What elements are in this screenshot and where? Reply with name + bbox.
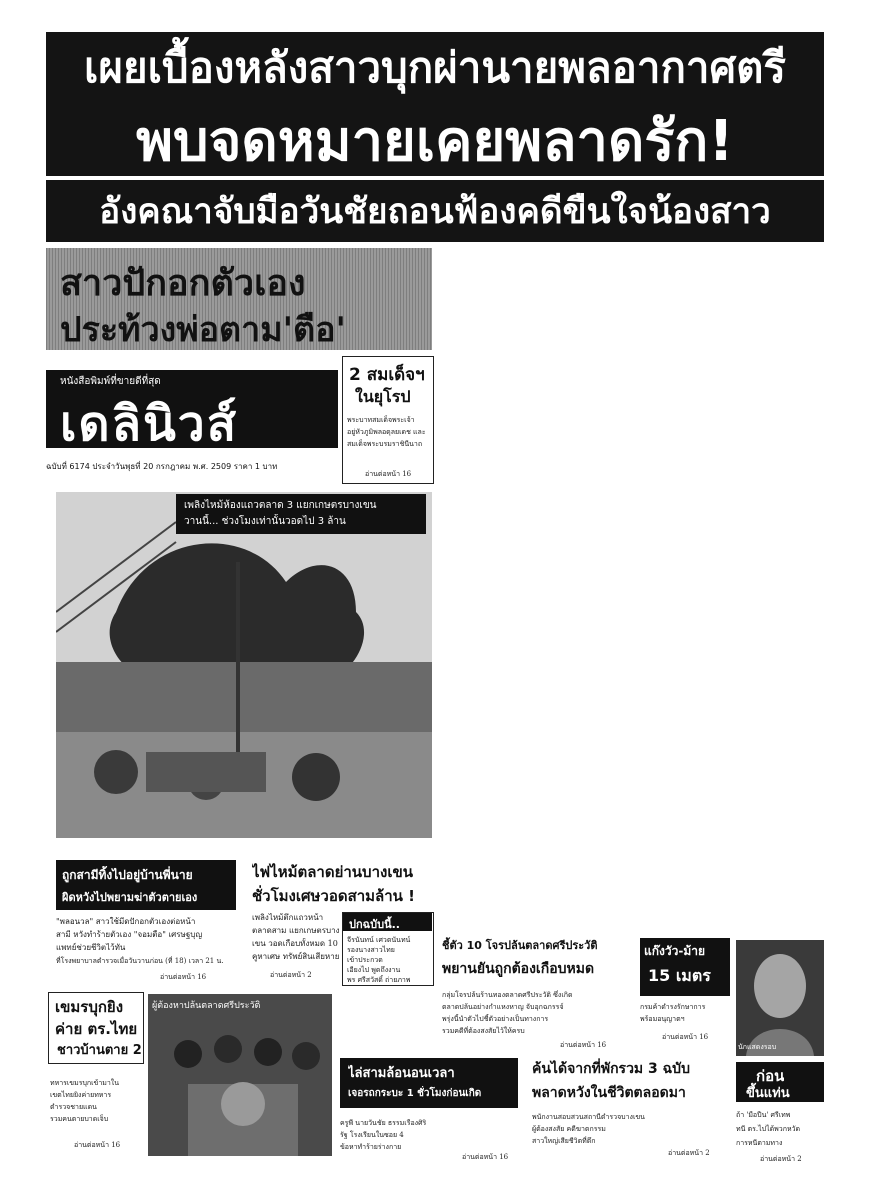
cover-column-body-3: เข้าประกวด (347, 956, 383, 964)
left-story-body-1: "พลอนวล" สาวใช้มีดปักอกตัวเองต่อหน้า (56, 917, 196, 926)
bridge-body-2: พร้อมอนุญาตฯ (640, 1015, 685, 1023)
lottery-headline-1: ค้นได้จากที่พักรวม 3 ฉบับ (532, 1061, 690, 1077)
royal-news-box (342, 356, 434, 484)
portrait-photo (736, 940, 824, 1056)
left-story-headline-1: ถูกสามีทิ้งไปอยู่บ้านพี่นาย (62, 868, 193, 882)
royal-body-3: สมเด็จพระบรมราชินีนาถ (347, 440, 423, 448)
small-box-continue: อ่านต่อหน้า 2 (760, 1155, 802, 1163)
left-story-body-2: สามี หวังทำร้ายตัวเอง "จอมตือ" เศรษฐบุญ (56, 930, 203, 939)
sub-headline-line-1: สาวปักอกตัวเอง (60, 263, 306, 304)
headline-banner-3 (46, 180, 824, 242)
masthead (46, 370, 338, 452)
lottery-body-1: พนักงานสอบสวนสถานีตำรวจบางเขน (532, 1113, 645, 1121)
cover-column-title: ปกฉบับนี้.. (349, 918, 400, 931)
fire-story-headline-1: ไฟไหม้ตลาดย่านบางเขน (252, 863, 413, 881)
night-body-2: รัฐ โรงเรียนในซอย 4 (340, 1131, 404, 1139)
soldiers-story-box (48, 992, 144, 1064)
bridge-body-1: กรมค้าดำรงรักษาการ (640, 1003, 706, 1011)
sub-headline-box (46, 248, 432, 350)
lottery-body-2: ผู้ต้องสงสัย คดีฆาตกรรม (532, 1125, 606, 1133)
soldiers-continue: อ่านต่อหน้า 16 (74, 1141, 121, 1149)
royal-continue: อ่านต่อหน้า 16 (365, 470, 412, 478)
bridge-continue: อ่านต่อหน้า 16 (662, 1033, 709, 1041)
bridge-headline-2: 15 เมตร (648, 966, 711, 985)
royal-title: 2 สมเด็จฯ (349, 365, 425, 385)
night-body-1: ครูพี นายวันชัย ธรรมเรืองศิริ (340, 1119, 427, 1127)
masthead-slogan: หนังสือพิมพ์ที่ขายดีที่สุด (60, 376, 161, 387)
cover-column-body-5: พร ศรีสวัสดิ์ ถ่ายภาพ (347, 976, 411, 984)
small-box-title-1: ก่อน (756, 1067, 785, 1085)
soldiers-body-1: ทหารเขมรบุกเข้ามาใน (50, 1079, 120, 1087)
cover-column-body-1: จีรนันทน์ เศวตนันทน์ (347, 936, 411, 944)
small-box-item-2: ทนี ตร.ไปได้พวกหวัด (736, 1125, 801, 1133)
lottery-headline-2: พลาดหวังในชีวิตตลอดมา (532, 1085, 686, 1101)
cover-column-body-4: เอียงไป พูดถึงงาน (347, 966, 401, 974)
cover-column-box (342, 912, 434, 986)
soldiers-body-3: ตำรวจชายแดน (50, 1103, 97, 1111)
small-box-item-1: ถ้า 'มือปืน' ศรีเทพ (736, 1111, 791, 1119)
night-headline-2: เจอรถกระบะ 1 ชั่วโมงก่อนเกิด (348, 1088, 482, 1099)
robbery-photo-image (148, 994, 332, 1156)
fire-photo-image (56, 492, 432, 838)
soldiers-body-2: เขตไทยยิงค่ายทหาร (50, 1091, 112, 1099)
portrait-image (736, 940, 824, 1056)
fire-story-body-4: คูหาเศษ ทรัพย์สินเสียหาย (252, 952, 340, 961)
robbery-kicker: ชี้ตัว 10 โจรปล้นตลาดศรีประวัติ (442, 939, 598, 952)
fire-story-headline-2: ชั่วโมงเศษวอดสามล้าน ! (252, 887, 415, 905)
left-story-headline-2: ผิดหวังไปพยามฆ่าตัวตายเอง (62, 891, 198, 904)
soldiers-head-3: ชาวบ้านตาย 2 (57, 1043, 142, 1058)
lottery-body-3: สาวใหญ่เสียชีวิตที่ตึก (532, 1137, 596, 1145)
portrait-caption: นักแสดงรอบ (738, 1043, 777, 1051)
robbery-continue: อ่านต่อหน้า 16 (560, 1041, 607, 1049)
headline-2-text: พบจดหมายเคยพลาดรัก! (136, 108, 734, 174)
bridge-headline-box (640, 938, 730, 996)
left-story-continue: อ่านต่อหน้า 16 (160, 973, 207, 981)
bridge-headline-1: แก๊งวัว-ม้าย (644, 944, 705, 958)
night-headline-box (340, 1058, 518, 1108)
fire-story-body-1: เพลิงไหม้ตึกแถวหน้า (252, 913, 324, 922)
headline-3-text: อังคณาจับมือวันชัยถอนฟ้องคดีขืนใจน้องสาว (99, 191, 771, 232)
fire-photo-caption-2: วานนี้... ช่วงโมงเท่านั้นวอดไป 3 ล้าน (184, 516, 346, 527)
robbery-photo-caption: ผู้ต้องหาปล้นตลาดศรีประวัติ (152, 1001, 261, 1011)
fire-photo-caption-1: เพลิงไหม้ห้องแถวตลาด 3 แยกเกษตรบางเขน (184, 500, 377, 511)
night-headline-1: ไล่สามล้อนอนเวลา (348, 1066, 455, 1081)
robbery-body-4: รวมคดีที่ต้องสงสัยไว้ให้ครบ (442, 1027, 525, 1035)
headline-banner-2 (46, 104, 824, 176)
fire-story-continue: อ่านต่อหน้า 2 (270, 971, 312, 979)
headline-1-text: เผยเบื้องหลังสาวบุกผ่านายพลอากาศตรี (84, 43, 786, 92)
fire-story-body-2: ตลาดสาม แยกเกษตรบาง (252, 926, 340, 935)
lottery-continue: อ่านต่อหน้า 2 (668, 1149, 710, 1157)
royal-body-1: พระบาทสมเด็จพระเจ้า (347, 416, 415, 424)
fire-photo (56, 492, 432, 838)
soldiers-head-1: เขมรบุกยิง (55, 998, 124, 1016)
small-box-header (736, 1062, 824, 1102)
soldiers-head-2: ค่าย ตร.ไทย (55, 1020, 138, 1038)
small-box-title-2: ขึ้นแท่น (746, 1086, 790, 1101)
robbery-body-1: กลุ่มโจรปล้นร้านทองตลาดศรีประวัติ ซึ่งเกิด (442, 991, 573, 999)
left-story-headline-box (56, 860, 236, 910)
left-story-body-4: ที่โรงพยาบาลตำรวจเมื่อวันวานก่อน (ที่ 18) เวลา 21 น. (56, 957, 224, 965)
night-continue: อ่านต่อหน้า 16 (462, 1153, 509, 1161)
robbery-body-3: พรุ่งนี้นำตัวไปชี้ตัวอย่างเป็นทางการ (442, 1015, 549, 1023)
royal-body-2: อยู่หัวภูมิพลอดุลยเดช และ (347, 428, 426, 436)
night-body-3: ข้อหาทำร้ายร่างกาย (340, 1143, 402, 1151)
left-story-body-3: แพทย์ช่วยชีวิตไว้ทัน (56, 943, 126, 952)
sub-headline-line-2: ประท้วงพ่อตาม'ตือ' (60, 310, 346, 350)
robbery-suspects-photo (148, 994, 332, 1156)
small-box-item-3: การหนีตามทาง (736, 1139, 783, 1147)
masthead-issue-line: ฉบับที่ 6174 ประจำวันพุธที่ 20 กรกฎาคม พ.ศ. 2509 ราคา 1 บาท (46, 462, 278, 471)
masthead-logo: เดลินิวส์ (60, 396, 239, 452)
robbery-body-2: ตลาดปล้นอย่างกำแหงหาญ จับอุกฉกรรจ์ (442, 1003, 564, 1011)
fire-story-body-3: เขน วอดเกือบทั้งหมด 10 (252, 939, 338, 948)
robbery-headline: พยานยันถูกต้องเกือบหมด (442, 961, 595, 977)
royal-subtitle: ในยุโรป (355, 387, 411, 406)
soldiers-body-4: รวมคนตายบาดเจ็บ (50, 1115, 109, 1123)
headline-banner-1 (46, 32, 824, 104)
cover-column-body-2: รองนางสาวไทย (347, 946, 395, 954)
